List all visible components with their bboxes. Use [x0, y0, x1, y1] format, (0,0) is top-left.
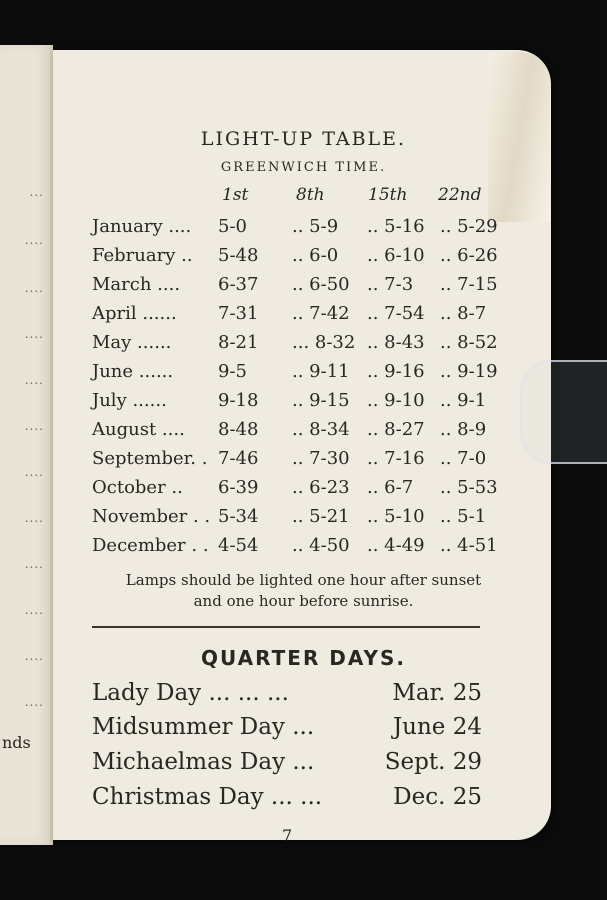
leader-dots: ....: [24, 511, 44, 525]
leader-dots: ....: [24, 465, 44, 479]
time-22nd: .. 5-53: [440, 477, 498, 498]
leader-dots: ....: [24, 603, 44, 617]
time-22nd: .. 8-52: [440, 332, 498, 353]
time-22nd: .. 8-7: [440, 303, 487, 324]
quarter-day-date: Sept. 29: [384, 749, 482, 775]
leader-dots: ...: [29, 185, 44, 199]
time-8th: .. 6-23: [292, 477, 350, 498]
column-header-8th: 8th: [296, 185, 325, 205]
time-22nd: .. 9-19: [440, 361, 498, 382]
month-label: January ....: [92, 216, 192, 237]
leader-dots: ....: [24, 281, 44, 295]
quarter-day-name: Lady Day ... ... ...: [92, 680, 289, 706]
time-15th: .. 5-10: [367, 506, 425, 527]
time-15th: .. 7-54: [367, 303, 425, 324]
time-1st: 9-5: [218, 361, 247, 382]
quarter-day-row: [92, 680, 484, 714]
time-1st: 4-54: [218, 535, 259, 556]
time-15th: .. 9-16: [367, 361, 425, 382]
quarter-day-date: Mar. 25: [392, 680, 482, 706]
time-1st: 6-37: [218, 274, 259, 295]
time-15th: .. 9-10: [367, 390, 425, 411]
light-up-table-title: LIGHT-UP TABLE.: [200, 128, 407, 150]
quarter-day-row: [92, 749, 484, 783]
month-label: June ......: [92, 361, 174, 382]
time-8th: .. 6-0: [292, 245, 339, 266]
time-22nd: .. 5-29: [440, 216, 498, 237]
lamp-note-line-1: Lamps should be lighted one hour after sunset: [125, 571, 482, 589]
time-1st: 5-0: [218, 216, 247, 237]
lamp-note: [0, 570, 607, 612]
quarter-day-name: Midsummer Day ...: [92, 714, 315, 740]
leader-dots: ....: [24, 327, 44, 341]
time-22nd: .. 5-1: [440, 506, 487, 527]
month-label: May ......: [92, 332, 172, 353]
time-15th: .. 7-3: [367, 274, 414, 295]
month-label: February ..: [92, 245, 193, 266]
leader-dots: ....: [24, 557, 44, 571]
time-1st: 5-48: [218, 245, 259, 266]
lamp-note-line-2: and one hour before sunrise.: [193, 592, 414, 610]
month-label: April ......: [92, 303, 177, 324]
column-header-22nd: 22nd: [438, 185, 482, 205]
time-22nd: .. 6-26: [440, 245, 498, 266]
time-15th: .. 5-16: [367, 216, 425, 237]
month-label: December . .: [92, 535, 209, 556]
month-label: November . .: [92, 506, 211, 527]
time-8th: .. 5-9: [292, 216, 339, 237]
plastic-page-clip: [520, 360, 607, 464]
time-8th: .. 9-15: [292, 390, 350, 411]
quarter-day-row: [92, 784, 484, 818]
time-1st: 7-31: [218, 303, 259, 324]
time-8th: .. 5-21: [292, 506, 350, 527]
quarter-day-name: Christmas Day ... ...: [92, 784, 323, 810]
time-22nd: .. 7-15: [440, 274, 498, 295]
time-1st: 9-18: [218, 390, 259, 411]
quarter-day-name: Michaelmas Day ...: [92, 749, 315, 775]
time-8th: .. 4-50: [292, 535, 350, 556]
time-22nd: .. 4-51: [440, 535, 498, 556]
time-1st: 8-48: [218, 419, 259, 440]
month-label: September. .: [92, 448, 208, 469]
leader-dots: ....: [24, 233, 44, 247]
time-15th: .. 6-7: [367, 477, 414, 498]
light-up-table-subtitle: GREENWICH TIME.: [220, 160, 387, 175]
quarter-day-date: Dec. 25: [393, 784, 482, 810]
time-8th: .. 6-50: [292, 274, 350, 295]
leader-dots: ....: [24, 695, 44, 709]
time-8th: .. 7-42: [292, 303, 350, 324]
leader-dots: ....: [24, 649, 44, 663]
time-15th: .. 7-16: [367, 448, 425, 469]
time-15th: .. 4-49: [367, 535, 425, 556]
time-1st: 7-46: [218, 448, 259, 469]
time-8th: .. 8-34: [292, 419, 350, 440]
time-8th: ... 8-32: [292, 332, 356, 353]
leader-dots: ....: [24, 419, 44, 433]
time-1st: 6-39: [218, 477, 259, 498]
column-header-15th: 15th: [368, 185, 408, 205]
quarter-day-date: June 24: [392, 714, 482, 740]
time-22nd: .. 7-0: [440, 448, 487, 469]
time-8th: .. 9-11: [292, 361, 350, 382]
quarter-day-row: [92, 714, 484, 748]
left-page-text-fragment: nds: [2, 733, 31, 752]
time-15th: .. 8-27: [367, 419, 425, 440]
month-label: August ....: [92, 419, 185, 440]
time-1st: 8-21: [218, 332, 259, 353]
time-1st: 5-34: [218, 506, 259, 527]
month-label: July ......: [92, 390, 167, 411]
leader-dots: ....: [24, 373, 44, 387]
month-label: October ..: [92, 477, 183, 498]
time-8th: .. 7-30: [292, 448, 350, 469]
time-22nd: .. 9-1: [440, 390, 487, 411]
quarter-days-title: QUARTER DAYS.: [201, 646, 406, 670]
time-15th: .. 6-10: [367, 245, 425, 266]
column-header-1st: 1st: [222, 185, 249, 205]
section-divider: [92, 626, 480, 628]
month-label: March ....: [92, 274, 181, 295]
time-22nd: .. 8-9: [440, 419, 487, 440]
time-15th: .. 8-43: [367, 332, 425, 353]
page-number: 7: [282, 826, 293, 845]
